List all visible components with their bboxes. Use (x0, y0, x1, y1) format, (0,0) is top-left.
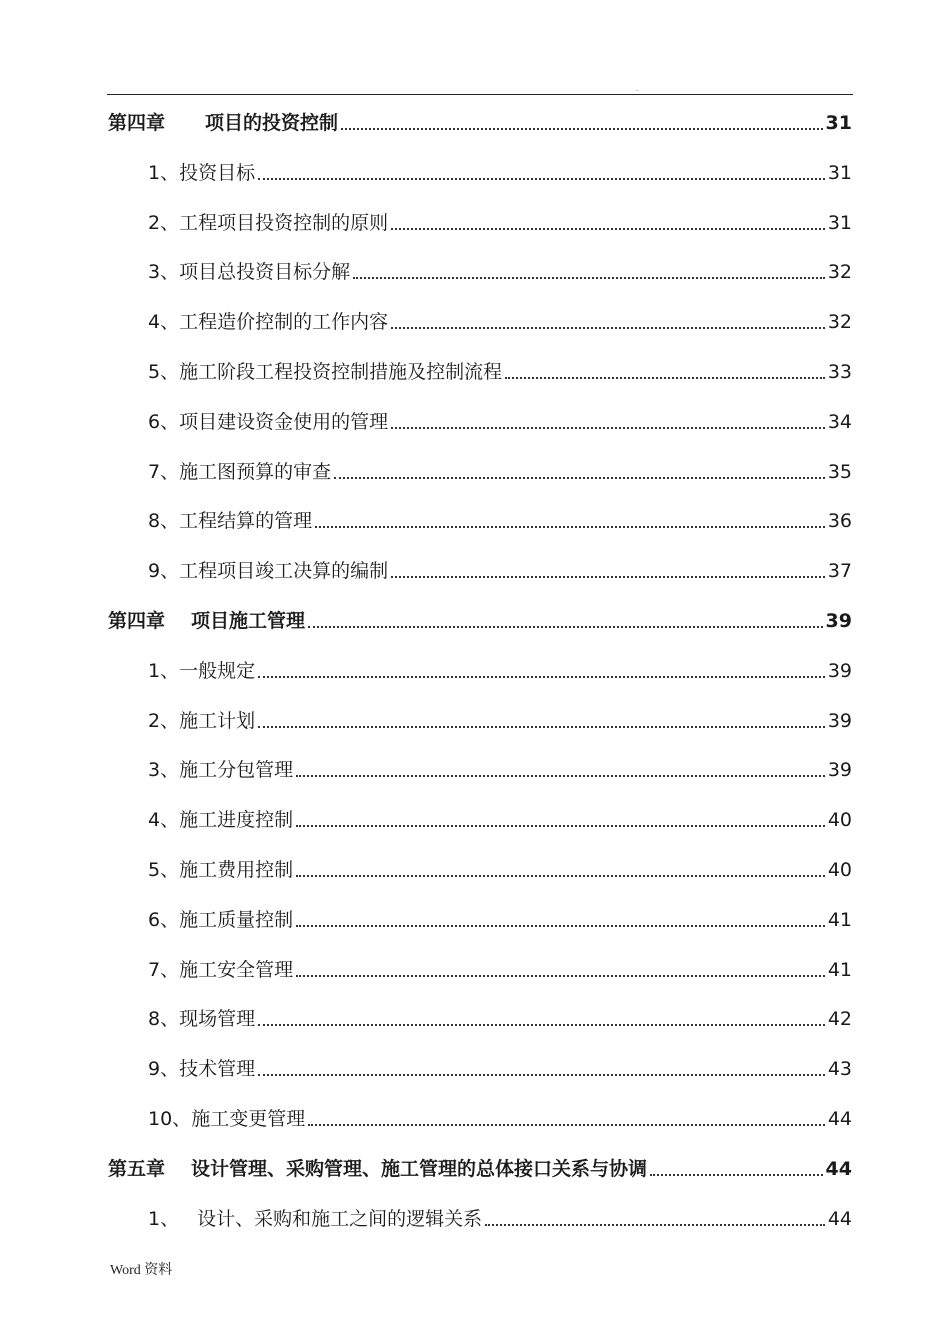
toc-dot-leader (258, 1074, 825, 1076)
toc-page-number: 31 (827, 212, 852, 234)
toc-dot-leader (296, 925, 825, 927)
toc-entry-label (148, 709, 255, 733)
toc-entry-label (148, 410, 388, 434)
toc-entry-title: 项目施工管理 (191, 610, 306, 632)
toc-section-entry[interactable] (148, 551, 852, 583)
toc-entry-label (148, 1007, 255, 1031)
toc-section-entry[interactable] (148, 701, 852, 733)
toc-section-entry[interactable] (148, 1199, 852, 1231)
toc-dot-leader (650, 1174, 823, 1176)
toc-entry-label (148, 1207, 482, 1231)
toc-section-entry[interactable] (148, 999, 852, 1031)
toc-page-number: 40 (827, 859, 852, 881)
toc-entry-gap (165, 111, 205, 135)
toc-dot-leader (391, 327, 825, 329)
toc-entry-label (148, 659, 255, 683)
toc-page-number: 40 (827, 809, 852, 831)
toc-entry-number: 6、 (148, 411, 180, 433)
toc-chapter-entry[interactable] (108, 601, 852, 633)
toc-entry-label (148, 958, 293, 982)
toc-entry-title: 施工图预算的审查 (179, 461, 332, 483)
header-mark: . (636, 84, 638, 93)
toc-page-number: 31 (825, 112, 852, 134)
toc-page-number: 43 (827, 1058, 852, 1080)
toc-entry-title: 投资目标 (179, 162, 256, 184)
toc-dot-leader (296, 975, 825, 977)
toc-page-number: 44 (827, 1108, 852, 1130)
toc-dot-leader (341, 128, 823, 130)
toc-section-entry[interactable] (148, 750, 852, 782)
toc-section-entry[interactable] (148, 1049, 852, 1081)
toc-entry-title: 施工分包管理 (179, 759, 294, 781)
toc-entry-number: 6、 (148, 909, 180, 931)
header-rule (107, 94, 853, 95)
toc-page-number: 33 (827, 361, 852, 383)
toc-page-number: 44 (827, 1208, 852, 1230)
toc-page-number: 32 (827, 261, 852, 283)
toc-dot-leader (258, 178, 825, 180)
toc-dot-leader (308, 626, 823, 628)
toc-entry-title: 一般规定 (179, 660, 256, 682)
toc-entry-title: 施工计划 (179, 710, 256, 732)
toc-entry-number: 1、 (148, 1208, 180, 1230)
toc-entry-number: 4、 (148, 311, 180, 333)
toc-dot-leader (296, 875, 825, 877)
toc-section-entry[interactable] (148, 402, 852, 434)
toc-entry-number: 5、 (148, 361, 180, 383)
toc-entry-number: 5、 (148, 859, 180, 881)
toc-section-entry[interactable] (148, 800, 852, 832)
toc-entry-number: 第五章 (108, 1158, 166, 1180)
toc-section-entry[interactable] (148, 252, 852, 284)
toc-entry-number: 7、 (148, 461, 180, 483)
toc-dot-leader (296, 775, 825, 777)
toc-page-number: 39 (825, 610, 852, 632)
toc-entry-label (148, 858, 293, 882)
toc-entry-title: 施工质量控制 (179, 909, 294, 931)
toc-entry-title: 施工进度控制 (179, 809, 294, 831)
toc-entry-gap (165, 609, 191, 633)
toc-entry-label (148, 908, 293, 932)
toc-entry-title: 设计管理、采购管理、施工管理的总体接口关系与协调 (191, 1158, 648, 1180)
toc-dot-leader (353, 277, 825, 279)
toc-entry-title: 工程造价控制的工作内容 (179, 311, 389, 333)
toc-entry-number: 9、 (148, 560, 180, 582)
toc-page-number: 42 (827, 1008, 852, 1030)
toc-entry-label (108, 111, 338, 135)
toc-section-entry[interactable] (148, 900, 852, 932)
toc-dot-leader (334, 477, 825, 479)
toc-entry-number: 3、 (148, 759, 180, 781)
toc-entry-number: 7、 (148, 959, 180, 981)
toc-entry-title: 施工安全管理 (179, 959, 294, 981)
toc-entry-title: 施工变更管理 (191, 1108, 306, 1130)
toc-entry-number: 10、 (148, 1108, 192, 1130)
toc-section-entry[interactable] (148, 950, 852, 982)
toc-page-number: 41 (827, 959, 852, 981)
toc-section-entry[interactable] (148, 302, 852, 334)
toc-entry-title: 施工阶段工程投资控制措施及控制流程 (179, 361, 503, 383)
toc-page-number: 44 (825, 1158, 852, 1180)
toc-entry-label (148, 360, 502, 384)
toc-entry-number: 2、 (148, 212, 180, 234)
toc-entry-number: 第四章 (108, 112, 166, 134)
toc-entry-label (148, 310, 388, 334)
toc-page-number: 36 (827, 510, 852, 532)
toc-entry-label (148, 758, 293, 782)
toc-dot-leader (391, 228, 825, 230)
toc-entry-title: 现场管理 (179, 1008, 256, 1030)
toc-dot-leader (296, 825, 825, 827)
toc-entry-title: 设计、采购和施工之间的逻辑关系 (197, 1208, 483, 1230)
toc-section-entry[interactable] (148, 452, 852, 484)
toc-page-number: 35 (827, 461, 852, 483)
toc-page-number: 37 (827, 560, 852, 582)
toc-section-entry[interactable] (148, 352, 852, 384)
toc-entry-number: 4、 (148, 809, 180, 831)
toc-page-number: 39 (827, 710, 852, 732)
toc-entry-title: 项目建设资金使用的管理 (179, 411, 389, 433)
toc-section-entry[interactable] (148, 501, 852, 533)
toc-page-number: 41 (827, 909, 852, 931)
toc-entry-number: 3、 (148, 261, 180, 283)
toc-entry-number: 1、 (148, 162, 180, 184)
toc-entry-label (108, 609, 305, 633)
toc-entry-title: 项目总投资目标分解 (179, 261, 351, 283)
page-footer: Word 资料 (110, 1263, 173, 1278)
toc-dot-leader (505, 377, 825, 379)
toc-page-number: 34 (827, 411, 852, 433)
toc-entry-label (148, 1057, 255, 1081)
toc-entry-number: 2、 (148, 710, 180, 732)
toc-page-number: 32 (827, 311, 852, 333)
toc-entry-title: 施工费用控制 (179, 859, 294, 881)
toc-entry-label (148, 211, 388, 235)
toc-entry-label (148, 1107, 305, 1131)
toc-section-entry[interactable] (148, 203, 852, 235)
toc-entry-number: 8、 (148, 1008, 180, 1030)
toc-dot-leader (308, 1124, 825, 1126)
toc-entry-title: 技术管理 (179, 1058, 256, 1080)
toc-entry-label (148, 460, 331, 484)
toc-page-number: 31 (827, 162, 852, 184)
toc-entry-label (108, 1157, 647, 1181)
toc-entry-gap (179, 1207, 197, 1231)
toc-entry-label (148, 161, 255, 185)
toc-entry-title: 工程结算的管理 (179, 510, 313, 532)
toc-entry-label (148, 808, 293, 832)
toc-dot-leader (391, 427, 825, 429)
toc-entry-number: 8、 (148, 510, 180, 532)
toc-dot-leader (391, 576, 825, 578)
toc-entry-number: 9、 (148, 1058, 180, 1080)
toc-dot-leader (258, 726, 825, 728)
toc-entry-title: 工程项目投资控制的原则 (179, 212, 389, 234)
toc-chapter-entry[interactable] (108, 103, 852, 135)
toc-entry-label (148, 509, 312, 533)
toc-section-entry[interactable] (148, 1099, 852, 1131)
toc-entry-gap (165, 1157, 191, 1181)
toc-dot-leader (315, 526, 825, 528)
toc-entry-title: 项目的投资控制 (205, 112, 339, 134)
toc-entry-label (148, 260, 350, 284)
toc-section-entry[interactable] (148, 153, 852, 185)
toc-entry-number: 1、 (148, 660, 180, 682)
toc-section-entry[interactable] (148, 850, 852, 882)
toc-dot-leader (258, 1024, 825, 1026)
toc-dot-leader (485, 1224, 825, 1226)
toc-entry-label (148, 559, 388, 583)
toc-entry-number: 第四章 (108, 610, 166, 632)
toc-page-number: 39 (827, 759, 852, 781)
toc-section-entry[interactable] (148, 651, 852, 683)
toc-dot-leader (258, 676, 825, 678)
toc-entry-title: 工程项目竣工决算的编制 (179, 560, 389, 582)
toc-page-number: 39 (827, 660, 852, 682)
toc-chapter-entry[interactable] (108, 1149, 852, 1181)
